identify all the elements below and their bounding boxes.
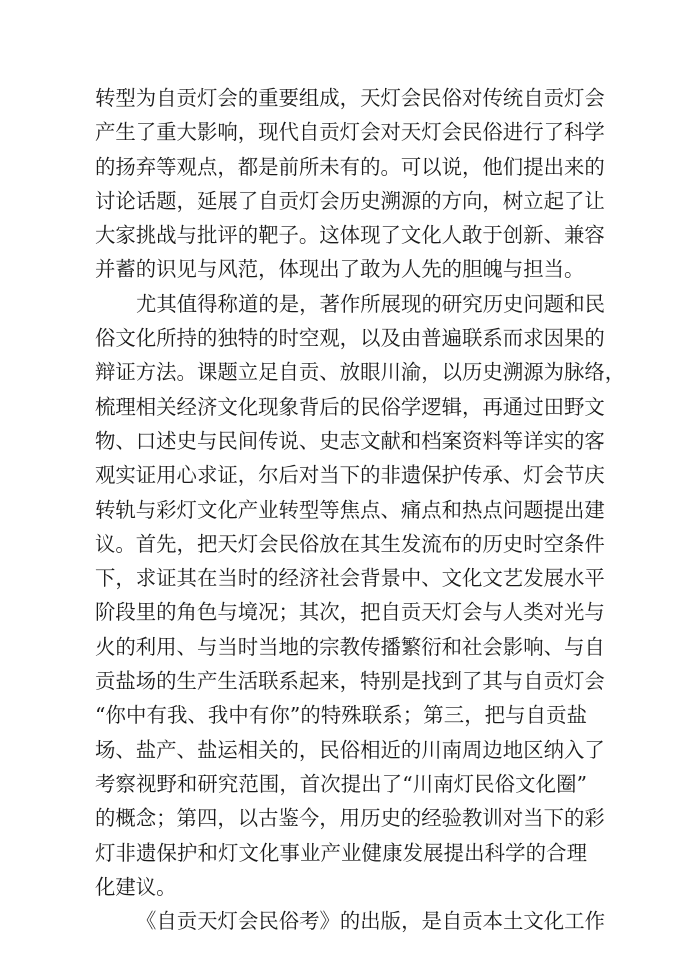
text-line: 大家挑战与批评的靶子。这体现了文化人敢于创新、兼容 <box>95 223 605 248</box>
text-line: 火的利用、与当时当地的宗教传播繁衍和社会影响、与自 <box>95 634 605 659</box>
text-line: 观实证用心求证，尔后对当下的非遗保护传承、灯会节庆 <box>95 463 605 488</box>
text-line: 场、盐产、盐运相关的，民俗相近的川南周边地区纳入了 <box>95 737 605 762</box>
text-line: 尤其值得称道的是，著作所展现的研究历史问题和民 <box>136 291 605 316</box>
body-text <box>95 81 626 938</box>
text-line: 转轨与彩灯文化产业转型等焦点、痛点和热点问题提出建 <box>95 497 605 522</box>
text-line: 并蓄的识见与风范，体现出了敢为人先的胆魄与担当。 <box>95 257 585 282</box>
text-line: 讨论话题，延展了自贡灯会历史溯源的方向，树立起了让 <box>95 188 605 213</box>
text-line: 下，求证其在当时的经济社会背景中、文化文艺发展水平 <box>95 566 605 591</box>
text-line: 的扬弃等观点，都是前所未有的。可以说，他们提出来的 <box>95 154 605 179</box>
text-line: 转型为自贡灯会的重要组成，天灯会民俗对传统自贡灯会 <box>95 86 605 110</box>
text-line: 俗文化所持的独特的时空观，以及由普遍联系而求因果的 <box>95 326 605 351</box>
text-line: 贡盐场的生产生活联系起来，特别是找到了其与自贡灯会 <box>95 669 605 694</box>
text-line: 议。首先，把天灯会民俗放在其生发流布的历史时空条件 <box>95 531 605 556</box>
text-line: 物、口述史与民间传说、史志文献和档案资料等详实的客 <box>95 428 605 453</box>
text-line: 化建议。 <box>95 874 177 899</box>
text-line: 的概念；第四，以古鉴今，用历史的经验教训对当下的彩 <box>95 806 605 831</box>
text-line: 《自贡天灯会民俗考》的出版，是自贡本土文化工作 <box>136 909 605 934</box>
text-line: “你中有我、我中有你”的特殊联系；第三，把与自贡盐 <box>95 703 587 728</box>
text-line: 灯非遗保护和灯文化事业产业健康发展提出科学的合理 <box>95 840 587 865</box>
text-line: 产生了重大影响，现代自贡灯会对天灯会民俗进行了科学 <box>95 120 605 145</box>
text-line: 阶段里的角色与境况；其次，把自贡天灯会与人类对光与 <box>95 600 605 625</box>
text-line: 辩证方法。课题立足自贡、放眼川渝，以历史溯源为脉络， <box>95 360 626 385</box>
text-line: 考察视野和研究范围，首次提出了“川南灯民俗文化圈” <box>95 771 587 796</box>
text-line: 梳理相关经济文化现象背后的民俗学逻辑，再通过田野文 <box>95 394 605 419</box>
